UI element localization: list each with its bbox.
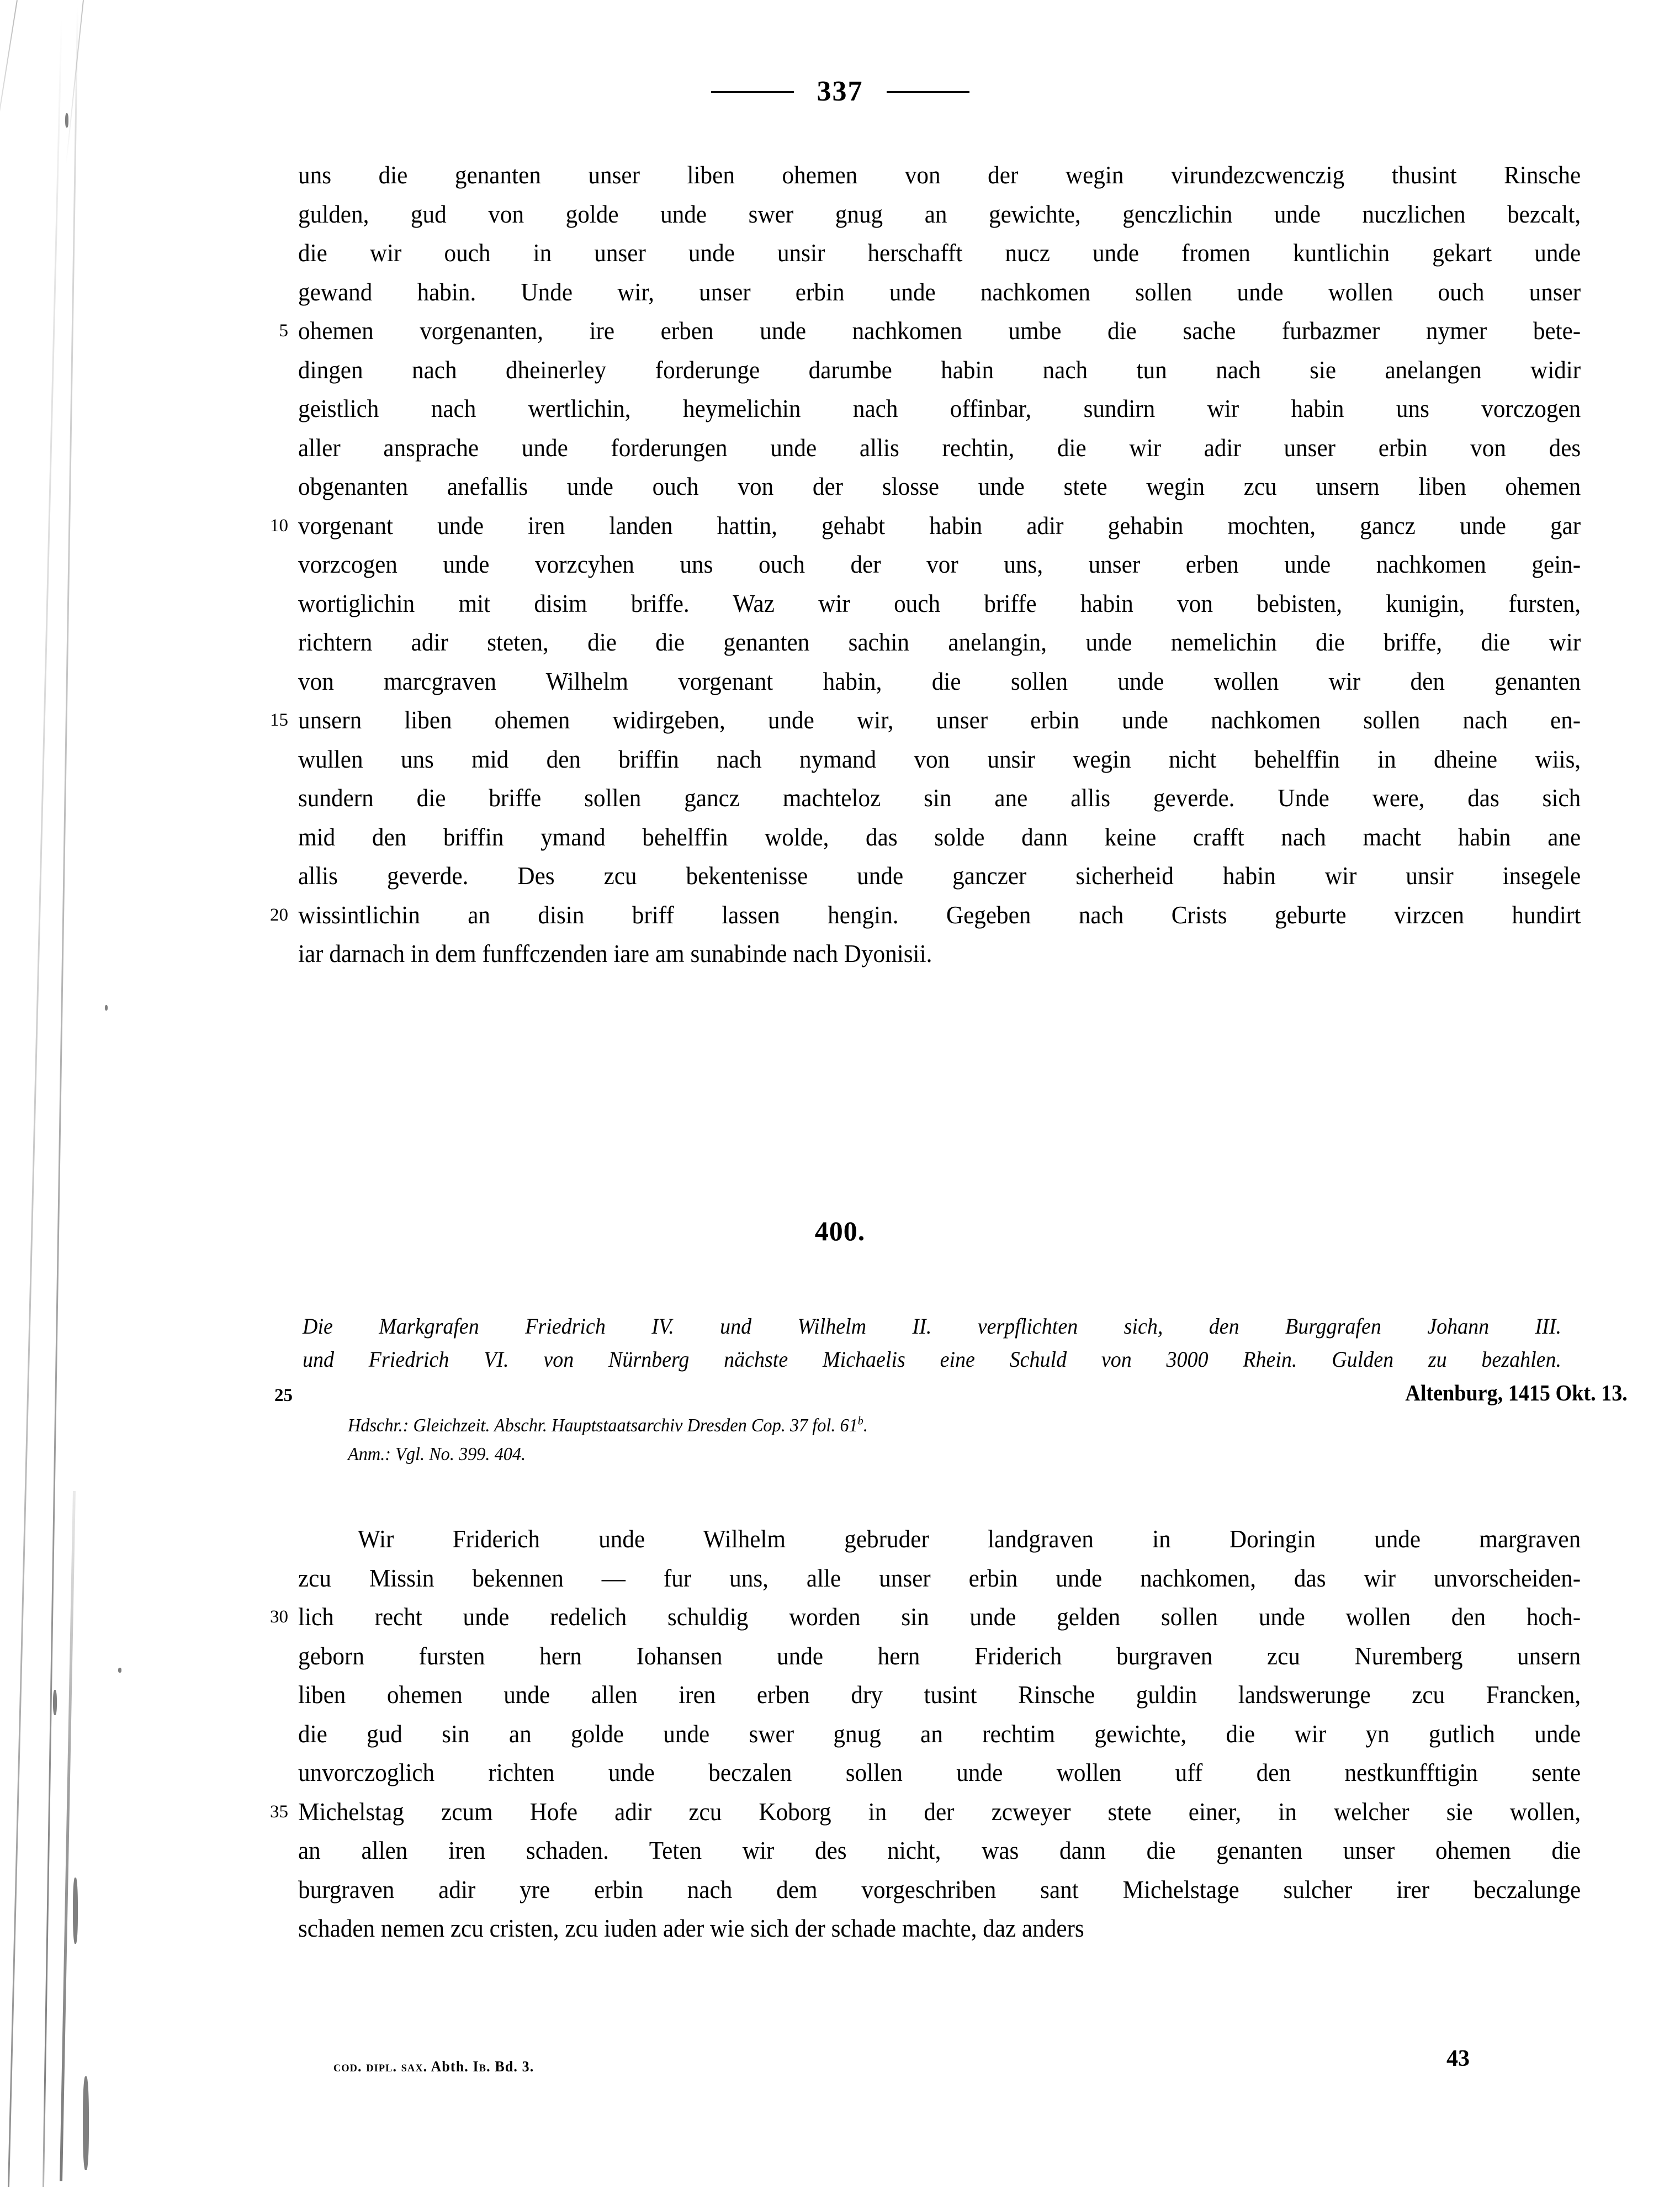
text-line [298,1520,1634,1559]
text-line [298,389,1634,429]
line-text: die gud sin an golde unde swer gnug an rechtim gewichte, die wir yn gutlich unde [298,1720,1581,1748]
line-number: 5 [279,321,288,341]
folio-side-superscript: b [857,1414,863,1427]
text-line [270,701,1634,740]
text-line [298,156,1634,195]
text-line [298,779,1634,818]
charter-source-notes [348,1411,1629,1469]
text-line [298,1675,1634,1715]
scan-binding-streak [43,6,78,2187]
line-number: 25 [274,1386,293,1405]
scan-fleck [73,1878,78,1944]
text-line [303,1310,1628,1343]
line-text: geistlich nach wertlichin, heymelichin nach offinbar, sundirn wir habin uns vorczogen [298,395,1581,422]
line-text: burgraven adir yre erbin nach dem vorgeschriben sant Michelstage sulcher irer beczalunge [298,1875,1581,1904]
line-text: geborn fursten hern Iohansen unde hern Friderich burgraven zcu Nuremberg unsern [298,1642,1581,1670]
text-line [298,934,1634,974]
line-text: vorgenant unde iren landen hattin, gehabt habin adir gehabin mochten, gancz unde gar [298,511,1581,540]
line-text: schaden nemen zcu cristen, zcu iuden ader wie sich der schade machte, daz anders [298,1915,1084,1942]
line-text: mid den briffin ymand behelffin wolde, das solde dann keine crafft nach macht habin ane [298,823,1581,851]
charter-continuation-text [270,156,1634,974]
charter-number: 400. [814,1215,866,1246]
scan-binding-streak-lower [60,1491,76,2181]
line-text: wullen uns mid den briffin nach nymand von unsir wegin nicht behelffin in dheine wiis, [298,745,1581,773]
scan-fleck [105,1005,108,1011]
charter-date-text: Altenburg, 1415 Okt. 13. [1405,1380,1628,1405]
line-text: gewand habin. Unde wir, unser erbin unde nachkomen sollen unde wollen ouch unser [298,278,1581,306]
footer-signature-mark: 43 [1446,2046,1470,2071]
line-text: Michelstag zcum Hofe adir zcu Koborg in der zcweyer stete einer, in welcher sie wollen, [298,1797,1581,1826]
line-text: zcu Missin bekennen — fur uns, alle unser erbin unde nachkomen, das wir unvorscheiden- [298,1564,1581,1592]
line-text: iar darnach in dem funffczenden iare am sunabinde nach Dyonisii. [298,940,932,967]
source-note-text [348,1440,526,1469]
line-text: wortiglichin mit disim briffe. Waz wir ouch briffe habin von bebisten, kunigin, fursten, [298,589,1581,617]
footer-series-abbrev: cod. dipl. sax. [333,2058,428,2075]
text-line [298,1870,1634,1910]
line-text: aller ansprache unde forderungen unde allis rechtin, die wir adir unser erbin von des [298,433,1581,462]
scan-fleck [83,2076,89,2170]
text-line [298,1637,1634,1676]
line-text: uns die genanten unser liben ohemen von der wegin virundezcwenczig thusint Rinsche [298,161,1581,189]
line-text: an allen iren schaden. Teten wir des nicht, was dann die genanten unser ohemen die [298,1837,1581,1864]
text-line [298,429,1634,468]
text-line [298,856,1634,896]
text-line [298,273,1634,312]
source-note [348,1440,1629,1469]
line-text: Wir Friderich unde Wilhelm gebruder landgraven in Doringin unde margraven [298,1525,1581,1553]
source-note-value: Gleichzeit. Abschr. Hauptstaatsarchiv Dresden Cop. 37 fol. 61 [413,1415,858,1436]
line-text: ohemen vorgenanten, ire erben unde nachkomen umbe die sache furbazmer nymer bete- [298,317,1581,345]
line-text: unvorczoglich richten unde beczalen sollen unde wollen uff den nestkunfftigin sente [298,1759,1581,1786]
line-text: von marcgraven Wilhelm vorgenant habin, die sollen unde wollen wir den genanten [298,667,1581,695]
line-text: sundern die briffe sollen gancz machteloz sin ane allis geverde. Unde were, das sich [298,784,1581,812]
page-number: 337 [817,76,863,107]
line-number: 30 [270,1607,288,1627]
text-line [270,1598,1634,1637]
text-line [303,1343,1628,1376]
text-line [279,311,1634,351]
text-line [298,351,1634,390]
source-note-label: Hdschr.: [348,1415,414,1436]
text-line [270,506,1634,546]
rule-left [711,91,794,93]
line-text: lich recht unde redelich schuldig worden sin unde gelden sollen unde wollen den hoch- [298,1603,1581,1631]
footer-volume-roman: I [473,2058,479,2075]
text-line [298,1909,1634,1948]
text-line [298,818,1634,857]
text-line [298,234,1634,273]
text-line [298,584,1634,623]
scan-fleck [53,1690,57,1715]
source-note [348,1411,1629,1440]
scan-binding-streak-secondary [8,17,62,2187]
scan-fleck [118,1668,121,1673]
line-text: obgenanten anefallis unde ouch von der slosse unde stete wegin zcu unsern liben ohemen [298,473,1581,500]
line-text: die wir ouch in unser unde unsir herschafft nucz unde fromen kuntlichin gekart unde [298,239,1581,267]
line-text: Die Markgrafen Friedrich IV. und Wilhelm II. verpflichten sich, den Burggrafen Johann III. [303,1314,1561,1339]
charter-body-text [270,1520,1634,1948]
text-line [298,1831,1634,1870]
source-note-text [348,1411,868,1440]
text-line [298,623,1634,662]
text-line [298,467,1634,506]
line-text: wissintlichin an disin briff lassen hengin. Gegeben nach Crists geburte virzcen hundirt [298,901,1581,929]
text-line [298,195,1634,234]
text-line [298,1753,1634,1793]
line-text: unsern liben ohemen widirgeben, unde wir, unser erbin unde nachkomen sollen nach en- [298,706,1581,734]
footer-running-title [333,2058,543,2075]
running-head [0,77,1680,121]
line-text: gulden, gud von golde unde swer gnug an gewichte, genczlichin unde nuczlichen bezcalt, [298,200,1581,228]
rule-right [887,91,969,93]
line-text: liben ohemen unde allen iren erben dry tusint Rinsche guldin landswerunge zcu Francken, [298,1681,1581,1709]
line-text: und Friedrich VI. von Nürnberg nächste Michaelis eine Schuld von 3000 Rhein. Gulden zu bezahlen. [303,1347,1561,1372]
footer-section-label: Abth. [431,2058,469,2075]
text-line [270,896,1634,935]
source-note-tail: . [863,1415,868,1436]
line-number: 20 [270,905,288,925]
text-line [270,1793,1634,1832]
line-text: dingen nach dheinerley forderunge darumbe habin nach tun nach sie anelangen widir [298,356,1581,384]
line-number: 35 [270,1801,288,1822]
text-line [298,662,1634,701]
charter-date-line [274,1376,1628,1409]
text-line [298,1715,1634,1754]
footer-band: Bd. 3. [495,2058,534,2075]
line-text: richtern adir steten, die die genanten sachin anelangin, unde nemelichin die briffe, die wir [298,628,1581,656]
text-line [298,1559,1634,1598]
charter-regest [303,1310,1628,1376]
footer-volume-letter: b. [479,2058,491,2075]
source-note-value: Vgl. No. 399. 404. [395,1444,526,1464]
text-line [298,545,1634,584]
line-text: allis geverde. Des zcu bekentenisse unde ganczer sicherheid habin wir unsir insegele [298,862,1581,890]
line-text: vorzcogen unde vorzcyhen uns ouch der vor uns, unser erben unde nachkomen gein- [298,551,1581,578]
line-number: 10 [270,515,288,536]
source-note-label: Anm.: [348,1444,396,1464]
line-number: 15 [270,710,288,730]
text-line [298,740,1634,779]
